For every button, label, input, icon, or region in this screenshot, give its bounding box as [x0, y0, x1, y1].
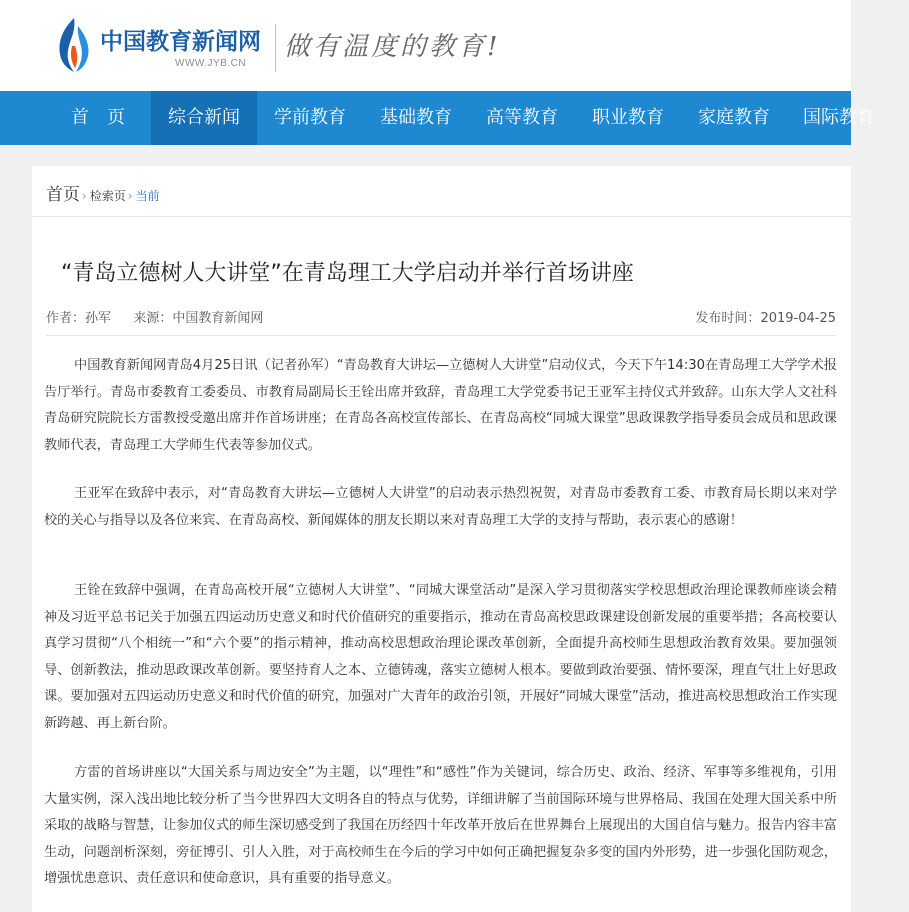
- nav-item-higher-education[interactable]: 高等教育: [486, 107, 558, 128]
- article-paragraph: 方雷的首场讲座以“大国关系与周边安全”为主题，以“理性”和“感性”作为关键词，综合历史、政治、经济、军事等多维视角，引用大量实例，深入浅出地比较分析了当今世界四大文明各自的特点与优势，详细讲解了当前国际环境与世界格局、我国在处理大国关系中所采取的战略与智慧，让参加仪式的师生深切感受到了我国在历经四十年改革开放后在世界舞台上展现出的大国自信与魅力。报告内容丰富生动，问题剖析深刻，旁征博引、引人入胜，对于高校师生在今后的学习中如何正确把握复杂多变的国内外形势，进一步强化国防观念，增强忧患意识、责任意识和使命意识，具有重要的指导意义。: [44, 765, 837, 886]
- meta-divider: [46, 335, 836, 336]
- author-name: 孙军: [85, 311, 112, 326]
- nav-item-preschool[interactable]: 学前教育: [274, 107, 346, 128]
- chevron-right-icon: ›: [127, 189, 133, 203]
- breadcrumb: [46, 180, 160, 204]
- breadcrumb-search[interactable]: 检索页: [89, 189, 126, 203]
- site-logo-url: WWW.JYB.CN: [175, 58, 247, 69]
- chevron-right-icon: ›: [82, 189, 87, 203]
- site-logo-name[interactable]: 中国教育新闻网: [100, 29, 261, 55]
- date-label: 发布时间：: [695, 311, 761, 326]
- breadcrumb-current: 当前: [135, 189, 160, 203]
- source-label: 来源：: [133, 311, 173, 326]
- breadcrumb-home[interactable]: 首页: [46, 185, 80, 205]
- publish-info: [695, 307, 836, 326]
- main-nav: [0, 91, 875, 145]
- publish-date: 2019-04-25: [760, 311, 836, 326]
- source-name: 中国教育新闻网: [172, 311, 264, 326]
- breadcrumb-divider: [32, 216, 851, 217]
- nav-item-vocational[interactable]: 职业教育: [592, 107, 664, 128]
- nav-item-family[interactable]: 家庭教育: [698, 107, 770, 128]
- article-paragraph: 中国教育新闻网青岛4月25日讯（记者孙军）“青岛教育大讲坛—立德树人大讲堂”启动仪式，今天下午14:30在青岛理工大学学术报告厅举行。青岛市委教育工委委员、市教育局副局长王铨出席并致辞，青岛理工大学党委书记王亚军主持仪式并致辞。山东大学人文社科青岛研究院院长方雷教授受邀出席并作首场讲座；在青岛各高校宣传部长、在青岛高校“同城大课堂”思政课教学指导委员会成员和思政课教师代表，青岛理工大学师生代表等参加仪式。: [44, 358, 837, 453]
- logo-divider: [275, 24, 276, 72]
- site-slogan: 做有温度的教育!: [284, 32, 501, 62]
- article-paragraph: 王铨在致辞中强调，在青岛高校开展“立德树人大讲堂”、“同城大课堂活动”是深入学习贯彻落实学校思想政治理论课教师座谈会精神及习近平总书记关于加强五四运动历史意义和时代价值研究的重要指示，推动在青岛高校思政课建设创新发展的重要举措；各高校要认真学习贯彻“八个相统一”和“六个要”的指示精神，推动高校思想政治理论课改革创新，全面提升高校师生思想政治教育效果。要加强领导、创新教法，推动思政课改革创新。要坚持育人之本、立德铸魂，落实立德树人根本。要做到政治要强、情怀要深，理直气壮上好思政课。要加强对五四运动历史意义和时代价值的研究，加强对广大青年的政治引领，开展好“同城大课堂”活动，推进高校思想政治工作实现新跨越、再上新台阶。: [44, 583, 837, 731]
- site-header: [0, 0, 851, 91]
- article-paragraph: 王亚军在致辞中表示，对“青岛教育大讲坛—立德树人大讲堂”的启动表示热烈祝贺，对青岛市委教育工委、市教育局长期以来对学校的关心与指导以及各位来宾、在青岛高校、新闻媒体的朋友长期以来对青岛理工大学的支持与帮助，表示衷心的感谢！: [44, 486, 837, 528]
- nav-item-basic-education[interactable]: 基础教育: [380, 107, 452, 128]
- article-title: “青岛立德树人大讲堂”在青岛理工大学启动并举行首场讲座: [61, 261, 634, 286]
- nav-item-international[interactable]: 国际教育: [803, 107, 875, 128]
- flame-logo-icon[interactable]: [52, 16, 96, 74]
- author-label: 作者：: [46, 311, 86, 326]
- nav-item-general-news[interactable]: 综合新闻: [151, 91, 257, 145]
- article-meta: [46, 307, 263, 326]
- nav-item-home[interactable]: 首 页: [71, 107, 125, 128]
